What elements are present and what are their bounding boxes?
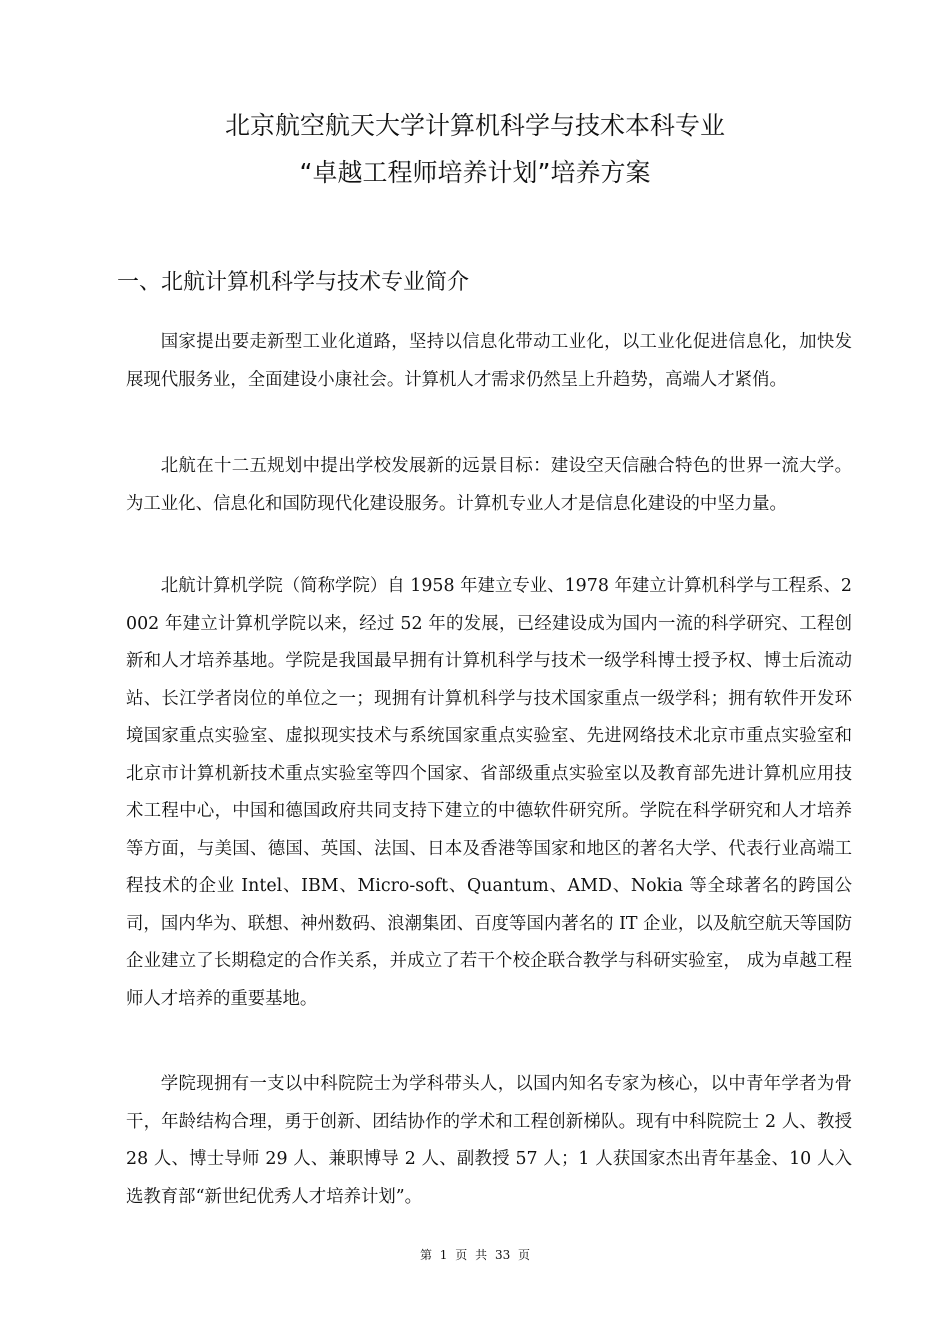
paragraph-2: 北航在十二五规划中提出学校发展新的远景目标：建设空天信融合特色的世界一流大学。为工业化、信息化和国防现代化建设服务。计算机专业人才是信息化建设的中坚力量。 bbox=[126, 456, 852, 514]
paragraph-3: 北航计算机学院（简称学院）自 1958 年建立专业、1978 年建立计算机科学与工程系、2002 年建立计算机学院以来，经过 52 年的发展，已经建设成为国内一流的科学研究、工程创新和人才培养基地。学院是我国最早拥有计算机科学与技术一级学科博士授予权、博士后流动站、长江学者岗位的单位之一；现拥有计算机科学与技术国家重点一级学科；拥有软件开发环境国家重点实验室、虚拟现实技术与系统国家重点实验室、先进网络技术北京市重点实验室和北京市计算机新技术重点实验室等四个国家、省部级重点实验室以及教育部先进计算机应用技术工程中心，中国和德国政府共同支持下建立的中德软件研究所。学院在科学研究和人才培养等方面，与美国、德国、英国、法国、日本及香港等国家和地区的著名大学、代表行业高端工程技术的企业 Intel、IBM、Micro-soft、Quantum、AMD、Nokia 等全球著名的跨国公司，国内华为、联想、神州数码、浪潮集团、百度等国内著名的 IT 企业，以及航空航天等国防企业建立了长期稳定的合作关系，并成立了若干个校企联合教学与科研实验室， 成为卓越工程师人才培养的重要基地。 bbox=[126, 576, 852, 1009]
document-title-line-2: “卓越工程师培养计划”培养方案 bbox=[299, 158, 651, 187]
document-title-line-1: 北京航空航天大学计算机科学与技术本科专业 bbox=[224, 111, 725, 140]
paragraph-4: 学院现拥有一支以中科院院士为学科带头人，以国内知名专家为核心，以中青年学者为骨干，年龄结构合理，勇于创新、团结协作的学术和工程创新梯队。现有中科院院士 2 人、教授 28 人、博士导师 29 人、兼职博导 2 人、副教授 57 人；1 人获国家杰出青年基金、10 人入选教育部“新世纪优秀人才培养计划”。 bbox=[126, 1074, 852, 1207]
footer-ye: 页 bbox=[455, 1248, 468, 1262]
footer-gong: 共 bbox=[475, 1248, 488, 1262]
footer-total-pages: 33 bbox=[494, 1248, 511, 1262]
paragraph-1: 国家提出要走新型工业化道路，坚持以信息化带动工业化，以工业化促进信息化，加快发展现代服务业，全面建设小康社会。计算机人才需求仍然呈上升趋势，高端人才紧俏。 bbox=[126, 332, 852, 390]
footer-ye-2: 页 bbox=[518, 1248, 531, 1262]
page-footer bbox=[0, 1247, 950, 1263]
footer-page-number: 1 bbox=[439, 1248, 448, 1262]
section-heading: 一、北航计算机科学与技术专业简介 bbox=[117, 270, 470, 295]
footer-di: 第 bbox=[419, 1248, 432, 1262]
